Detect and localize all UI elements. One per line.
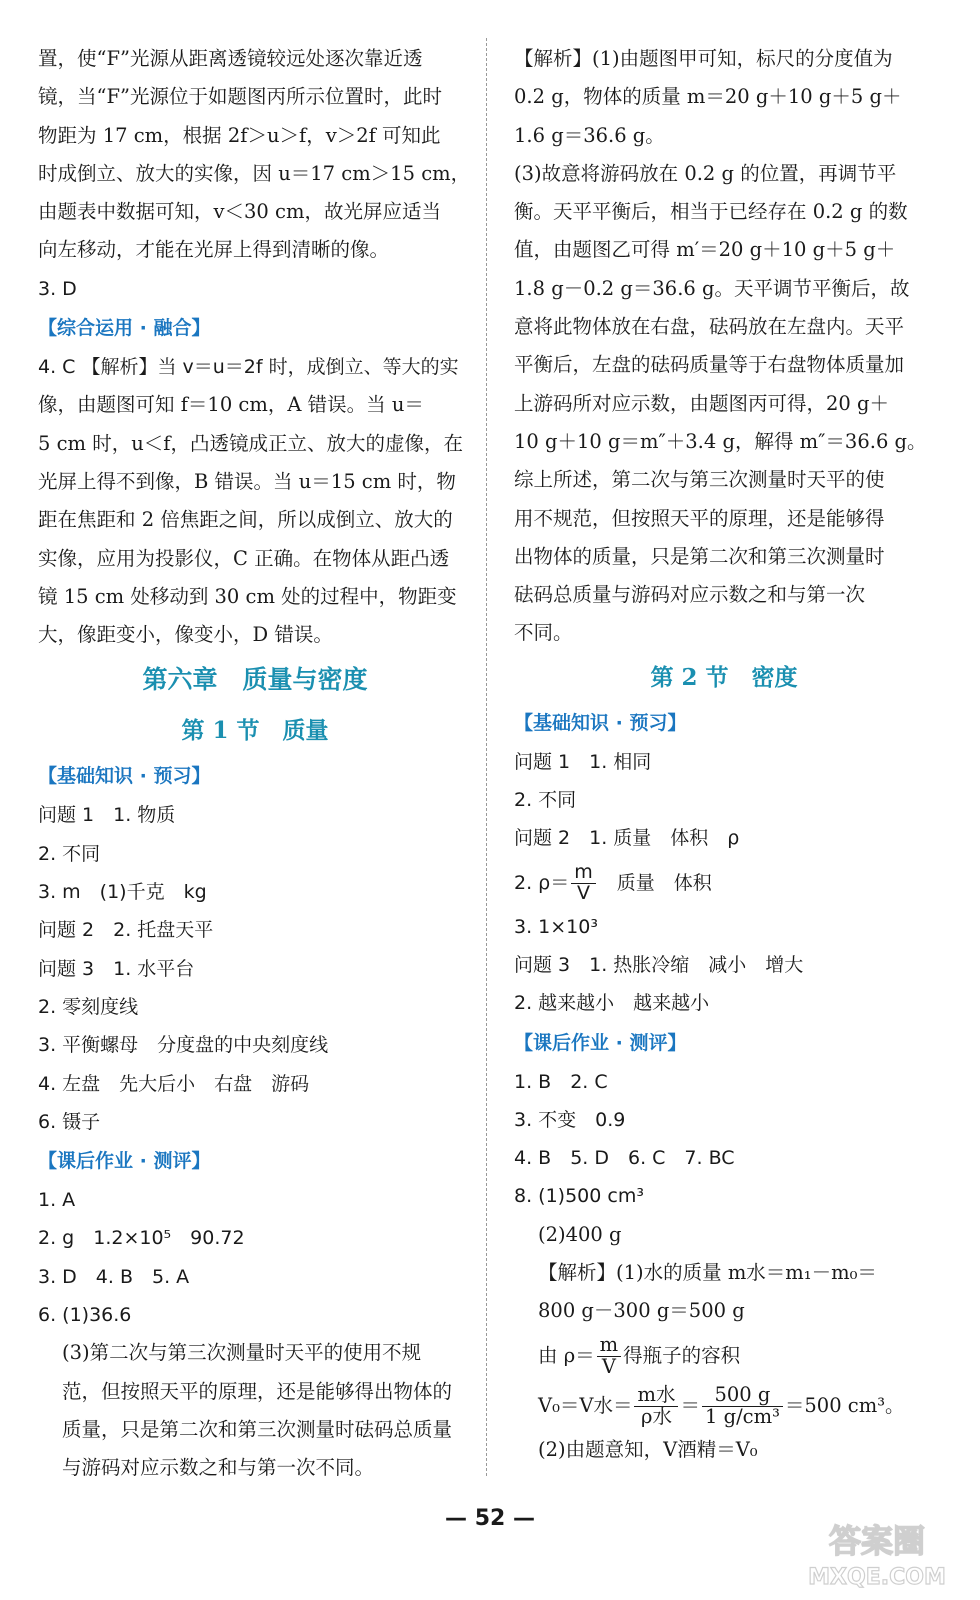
fraction-numerator: 500 g <box>702 1385 783 1406</box>
text-line: (3)故意将游码放在 0.2 g 的位置，再调节平 <box>514 161 897 185</box>
section-tag: 【基础知识 · 预习】 <box>514 711 687 734</box>
answer-line: 4. 左盘 先大后小 右盘 游码 <box>38 1072 310 1095</box>
formula-line <box>514 1381 934 1431</box>
text-line: 大，像距变小，像变小，D 错误。 <box>38 623 333 647</box>
column-divider <box>486 38 487 1476</box>
text-line: 质量，只是第二次和第三次测量时砝码总质量 <box>62 1417 453 1441</box>
formula-text: 得瓶子的容积 <box>623 1343 741 1367</box>
answer-line: 4. B 5. D 6. C 7. BC <box>514 1147 735 1170</box>
text-line: 衡。天平平衡后，相当于已经存在 0.2 g 的数 <box>514 200 908 224</box>
answer-line: 问题 1 1. 物质 <box>38 804 176 827</box>
fraction-denominator: 1 g/cm³ <box>705 1404 780 1428</box>
section-tag: 【综合运用 · 融合】 <box>38 317 211 340</box>
formula-text: 质量 体积 <box>597 871 712 894</box>
text-line: 0.2 g，物体的质量 m＝20 g＋10 g＋5 g＋ <box>514 85 902 109</box>
section-title: 第 2 节 密度 <box>650 663 798 691</box>
text-line: 【解析】(1)水的质量 m水＝m₁－m₀＝ <box>538 1261 877 1285</box>
answer-line: 2. 零刻度线 <box>38 995 139 1018</box>
answer-line: 1. B 2. C <box>514 1070 608 1093</box>
answer-line: 2. 不同 <box>514 789 577 812</box>
text-line: 5 cm 时，u＜f，凸透镜成正立、放大的虚像，在 <box>38 431 463 455</box>
answer-line: 2. 越来越小 越来越小 <box>514 992 710 1015</box>
formula-text: 由 ρ＝ <box>538 1343 595 1367</box>
fraction-denominator: ρ水 <box>641 1404 672 1428</box>
section-tag: 【课后作业 · 测评】 <box>38 1150 211 1173</box>
answer-line: 问题 3 1. 热胀冷缩 减小 增大 <box>514 953 804 976</box>
text-line: 镜，当“F”光源位于如题图丙所示位置时，此时 <box>38 85 442 109</box>
answer-line: 3. 平衡螺母 分度盘的中央刻度线 <box>38 1034 329 1057</box>
chapter-title: 第六章 质量与密度 <box>142 665 368 695</box>
text-line: 综上所述，第二次与第三次测量时天平的使 <box>514 468 885 492</box>
text-line: 物距为 17 cm，根据 2f＞u＞f，v＞2f 可知此 <box>38 123 441 147</box>
text-line: 1.8 g－0.2 g＝36.6 g。天平调节平衡后，故 <box>514 276 910 300</box>
answer-line: 6. 镊子 <box>38 1110 101 1133</box>
left-column <box>38 40 472 1488</box>
answer-line: 2. 不同 <box>38 842 101 865</box>
fraction-denominator: V <box>576 881 590 904</box>
text-line: (3)第二次与第三次测量时天平的使用不规 <box>62 1341 422 1365</box>
fraction <box>597 1335 622 1377</box>
answer-line: 问题 3 1. 水平台 <box>38 957 195 980</box>
watermark-line1: 答案圈 <box>828 1522 926 1560</box>
text-line: 意将此物体放在右盘，砝码放在左盘内。天平 <box>514 315 905 339</box>
text-line: 10 g＋10 g＝m″＋3.4 g，解得 m″＝36.6 g。 <box>514 429 927 453</box>
text-line: 砝码总质量与游码对应示数之和与第一次 <box>514 583 866 607</box>
section-title: 第 1 节 质量 <box>181 717 329 745</box>
text-line: 上游码所对应示数，由题图丙可得，20 g＋ <box>514 391 889 415</box>
text-line: 800 g－300 g＝500 g <box>538 1299 745 1323</box>
text-line: 镜 15 cm 处移动到 30 cm 处的过程中，物距变 <box>38 584 457 608</box>
answer-line: 3. D 4. B 5. A <box>38 1265 190 1288</box>
text-line: 范，但按照天平的原理，还是能够得出物体的 <box>62 1379 453 1403</box>
answer-line: 3. D <box>38 277 77 300</box>
answer-line: 2. g 1.2×10⁵ 90.72 <box>38 1227 245 1250</box>
page-number: — 52 — <box>445 1506 535 1531</box>
fraction-denominator: V <box>601 1354 616 1378</box>
text-line: 向左移动，才能在光屏上得到清晰的像。 <box>38 238 390 262</box>
answer-line: 1. A <box>38 1189 76 1212</box>
answer-line: 问题 2 1. 质量 体积 ρ <box>514 827 740 850</box>
answer-line: 3. 不变 0.9 <box>514 1108 626 1131</box>
text-line: 1.6 g＝36.6 g。 <box>514 123 665 147</box>
fraction-numerator: m <box>571 863 596 884</box>
text-line: 【解析】(1)由题图甲可知，标尺的分度值为 <box>514 47 893 70</box>
answer-line: 6. (1)36.6 <box>38 1304 132 1327</box>
formula-line <box>514 1331 934 1381</box>
text-line: 由题表中数据可知，v＜30 cm，故光屏应适当 <box>38 200 441 224</box>
formula-line <box>514 858 934 908</box>
formula-text: 2. ρ＝ <box>514 871 570 894</box>
watermark-logo <box>792 1516 962 1590</box>
text-line: (2)400 g <box>538 1222 622 1246</box>
fraction-numerator: m水 <box>634 1385 678 1406</box>
fraction <box>634 1385 678 1427</box>
formula-text: V₀＝V水＝ <box>538 1393 633 1417</box>
text-line: 像，由题图可知 f＝10 cm，A 错误。当 u＝ <box>38 393 424 417</box>
text-line: 距在焦距和 2 倍焦距之间，所以成倒立、放大的 <box>38 508 453 532</box>
text-line: (2)由题意知，V酒精＝V₀ <box>538 1437 758 1461</box>
answer-line: 问题 1 1. 相同 <box>514 750 652 773</box>
fraction-numerator: m <box>597 1335 622 1356</box>
watermark-line2: MXQE.COM <box>808 1565 946 1590</box>
answer-line: 3. m (1)千克 kg <box>38 881 207 904</box>
text-line: 平衡后，左盘的砝码质量等于右盘物体质量加 <box>514 353 905 377</box>
text-line: 时成倒立、放大的实像，因 u＝17 cm＞15 cm， <box>38 161 471 185</box>
section-tag: 【基础知识 · 预习】 <box>38 765 211 788</box>
answer-line: 问题 2 2. 托盘天平 <box>38 919 214 942</box>
text-line: 置，使“F”光源从距离透镜较远处逐次靠近透 <box>38 47 423 70</box>
answer-line: 3. 1×10³ <box>514 915 598 938</box>
section-tag: 【课后作业 · 测评】 <box>514 1031 687 1054</box>
text-line: 用不规范，但按照天平的原理，还是能够得 <box>514 506 885 530</box>
fraction <box>571 860 596 904</box>
text-line: 出物体的质量，只是第二次和第三次测量时 <box>514 544 885 568</box>
right-column <box>514 40 934 1469</box>
text-line: 光屏上得不到像，B 错误。当 u＝15 cm 时，物 <box>38 469 456 493</box>
answer-line: 4. C 【解析】当 v＝u＝2f 时，成倒立、等大的实 <box>38 356 459 379</box>
text-line: 实像，应用为投影仪，C 正确。在物体从距凸透 <box>38 546 450 570</box>
fraction <box>702 1385 783 1427</box>
answer-line: 8. (1)500 cm³ <box>514 1185 644 1208</box>
formula-text: ＝ <box>680 1393 700 1417</box>
text-line: 不同。 <box>514 621 573 645</box>
text-line: 与游码对应示数之和与第一次不同。 <box>62 1456 375 1480</box>
formula-text: ＝500 cm³。 <box>784 1393 905 1417</box>
text-line: 值，由题图乙可得 m′＝20 g＋10 g＋5 g＋ <box>514 238 896 262</box>
